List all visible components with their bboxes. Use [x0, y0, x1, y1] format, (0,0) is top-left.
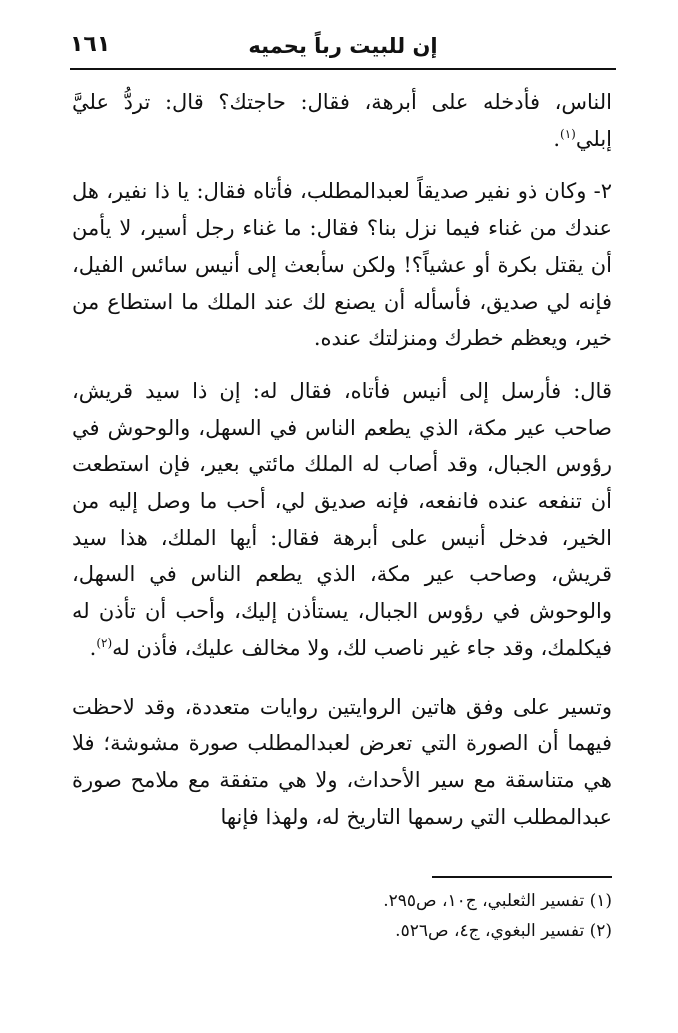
paragraph-3-text: قال: فأرسل إلى أنيس فأتاه، فقال له: إن ذا سيد قريش، صاحب عير مكة، الذي يطعم الناس في السهل، والوحوش في رؤوس الجبال، وقد أصاب له الملك مائتي بعير، فإن استطعت أن تنفعه عنده فانفعه، فإنه صديق لي، أحب ما وصل إليه من الخير، فدخل أنيس على أبرهة فقال: أيها الملك، هذا سيد قريش، وصاحب عير مكة، الذي يطعم الناس في السهل، والوحوش في رؤوس الجبال، يستأذن إليك، وأحب أن تأذن له فيكلمك، وقد جاء غير ناصب لك، ولا مخالف عليك، فأذن له [72, 378, 612, 660]
paragraph-1-text: الناس، فأدخله على أبرهة، فقال: حاجتك؟ قال: تردُّ عليَّ إبلي [72, 90, 612, 151]
footnote-1: (١) تفسير الثعلبي، ج١٠، ص٢٩٥. [383, 891, 612, 911]
paragraph-1-end: . [553, 126, 561, 151]
footnote-2: (٢) تفسير البغوي، ج٤، ص٥٢٦. [395, 921, 612, 941]
page-header [70, 30, 616, 70]
footnote-separator [432, 876, 612, 878]
running-title: إن للبيت رباً يحميه [248, 34, 438, 58]
body-text [72, 84, 612, 835]
page-number: ١٦١ [70, 32, 111, 57]
footnote-ref-2: (٢) [96, 635, 113, 650]
paragraph-3-end: . [89, 635, 97, 660]
header-rule [70, 68, 616, 70]
paragraph-4: وتسير على وفق هاتين الروايتين روايات متعددة، وقد لاحظت فيهما أن الصورة التي تعرض لعبدالمطلب صورة مشوشة؛ فلا هي متناسقة مع سير الأحداث، ولا هي متفقة مع ملامح صورة عبدالمطلب التي رسمها التاريخ له، ولهذا فإنها [72, 694, 612, 829]
paragraph-3 [72, 373, 612, 667]
footnotes [72, 886, 612, 946]
paragraph-1 [72, 84, 612, 157]
footnote-ref-1: (١) [560, 126, 576, 141]
paragraph-2: ٢- وكان ذو نفير صديقاً لعبدالمطلب، فأتاه فقال: يا ذا نفير، هل عندك من غناء فيما نزل بنا؟ فقال: ما غناء رجل أسير، لا يأمن أن يقتل بكرة أو عشياً؟! ولكن سأبعث إلى أنيس سائس الفيل، فإنه لي صديق، فأسأله أن يصنع لك عند الملك ما استطاع من خير، ويعظم خطرك ومنزلتك عنده. [72, 179, 612, 351]
